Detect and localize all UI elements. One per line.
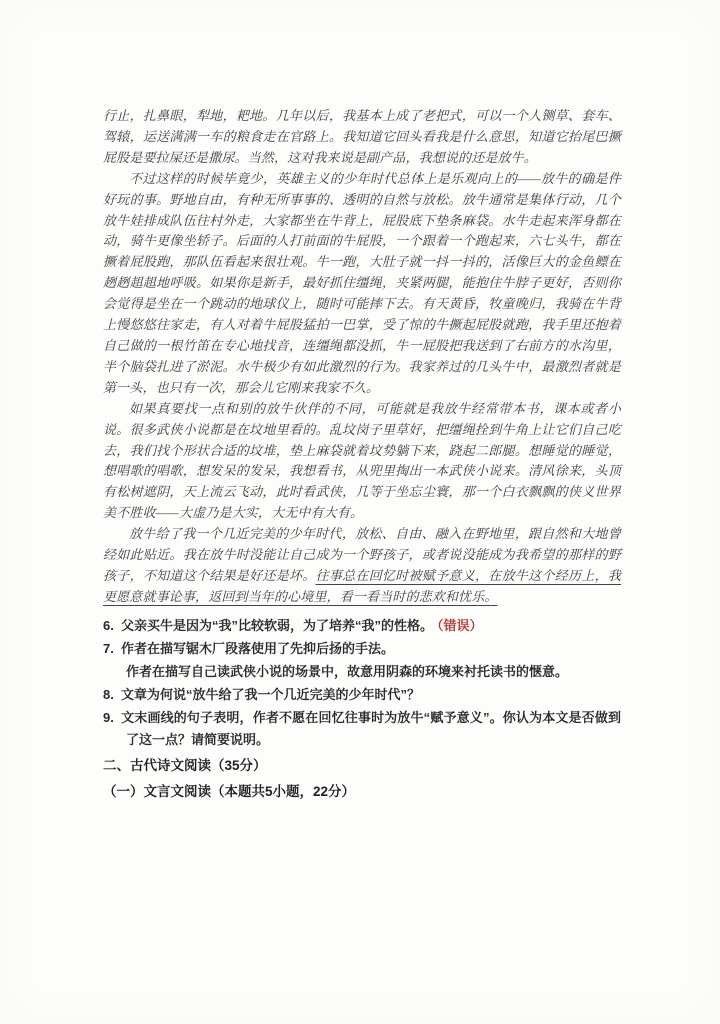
passage-paragraph: 不过这样的时候毕竟少，英雄主义的少年时代总体上是乐观向上的——放牛的确是件好玩的事。野地自由，有种无所事事的、透明的自然与放松。放牛通常是集体行动，几个放牛娃排成队伍往村外走，大家都坐在牛背上，屁股底下垫条麻袋。水牛走起来浑身都在动，骑牛更像坐轿子。后面的人打前面的牛屁股，一个跟着一个跑起来，六七头牛，都在撅着屁股跑，那队伍看起来很壮观。牛一跑，大肚子就一抖一抖的，活像巨大的金鱼鳔在趔趔趄趄地呼吸。如果你是新手，最好抓住缰绳，夹紧两腿，能抱住牛脖子更好，否则你会觉得是坐在一个跳动的地球仪上，随时可能摔下去。有天黄昏，牧童晚归，我骑在牛背上慢悠悠往家走，有人对着牛屁股猛拍一巴掌，受了惊的牛撅起屁股就跑，我手里还抱着自己做的一根竹笛在专心地找音，连缰绳都没抓，牛一屁股把我送到了右前方的水沟里，半个脑袋扎进了淤泥。水牛极少有如此激烈的行为。我家养过的几头牛中，最激烈者就是第一头，也只有一次，那会儿它刚来我家不久。 bbox=[103, 170, 621, 395]
question-list bbox=[103, 615, 621, 751]
question-text: 父亲买牛是因为“我”比较软弱，为了培养“我”的性格。 bbox=[121, 617, 434, 633]
section-header-ancient-poetry: 二、古代诗文阅读（35分） bbox=[103, 757, 267, 773]
section-header-classical-chinese: （一）文言文阅读（本题共5小题，22分） bbox=[103, 783, 356, 799]
question-7-statement-2: 作者在描写自己读武侠小说的场景中，故意用阴森的环境来衬托读书的惬意。 bbox=[126, 663, 569, 679]
question-text: 文末画线的句子表明，作者不愿在回忆往事时为放牛“赋予意义”。你认为本文是否做到了这一点？请简要说明。 bbox=[121, 709, 621, 747]
underlined-sentence: 往事总在回忆时被赋予意义，在放牛这个经历上，我更愿意就事论事，返回到当年的心境里，看一看当时的悲欢和忧乐。 bbox=[103, 567, 622, 604]
question-6 bbox=[103, 615, 621, 637]
reading-passage bbox=[103, 106, 621, 608]
question-text: 作者在描写锯木厂段落使用了先抑后扬的手法。 bbox=[121, 640, 395, 656]
paragraph-text: 放牛给了我一个几近完美的少年时代，放松、自由、融入在野地里，跟自然和大地曾经如此贴近。我在放牛时没能让自己成为一个野孩子，或者说没能成为我希望的那样的野孩子，不知道这个结果是好还是坏。 bbox=[103, 526, 621, 583]
question-7 bbox=[103, 638, 621, 660]
question-number: 7. bbox=[103, 640, 114, 656]
passage-paragraph: 如果真要找一点和别的放牛伙伴的不同，可能就是我放牛经常带本书，课本或者小说。很多武侠小说都是在坟地里看的。乱坟岗子里草好，把缰绳拴到牛角上让它们自己吃去，我们找个形状合适的坟堆，垫上麻袋就着坟势躺下来，跷起二郎腿。想睡觉的睡觉，想唱歌的唱歌，想发呆的发呆，我想看书，从兜里掏出一本武侠小说来。清风徐来，头顶有松树遮阴，天上流云飞动，此时看武侠，几等于坐忘尘寰，那一个白衣飘飘的侠义世界美不胜收——大虚乃是大实，大无中有大有。 bbox=[103, 400, 621, 521]
grading-annotation-wrong: （错误） bbox=[437, 617, 483, 633]
question-number: 6. bbox=[103, 617, 114, 633]
question-9 bbox=[103, 707, 621, 751]
passage-paragraph-continuation: 行止，扎鼻眼，犁地，耙地。几年以后，我基本上成了老把式，可以一个人铡草、套车、驾辕，运送满满一车的粮食走在官路上。我知道它回头看我是什么意思，知道它抬尾巴撅屁股是要拉屎还是撒尿。当然，这对我来说是副产品，我想说的还是放牛。 bbox=[103, 108, 621, 165]
question-text: 文章为何说“放牛给了我一个几近完美的少年时代”？ bbox=[121, 686, 421, 702]
passage-paragraph-final bbox=[103, 524, 621, 608]
question-number: 9. bbox=[103, 709, 114, 725]
question-number: 8. bbox=[103, 686, 114, 702]
question-8 bbox=[103, 684, 621, 706]
page-content bbox=[103, 106, 621, 803]
